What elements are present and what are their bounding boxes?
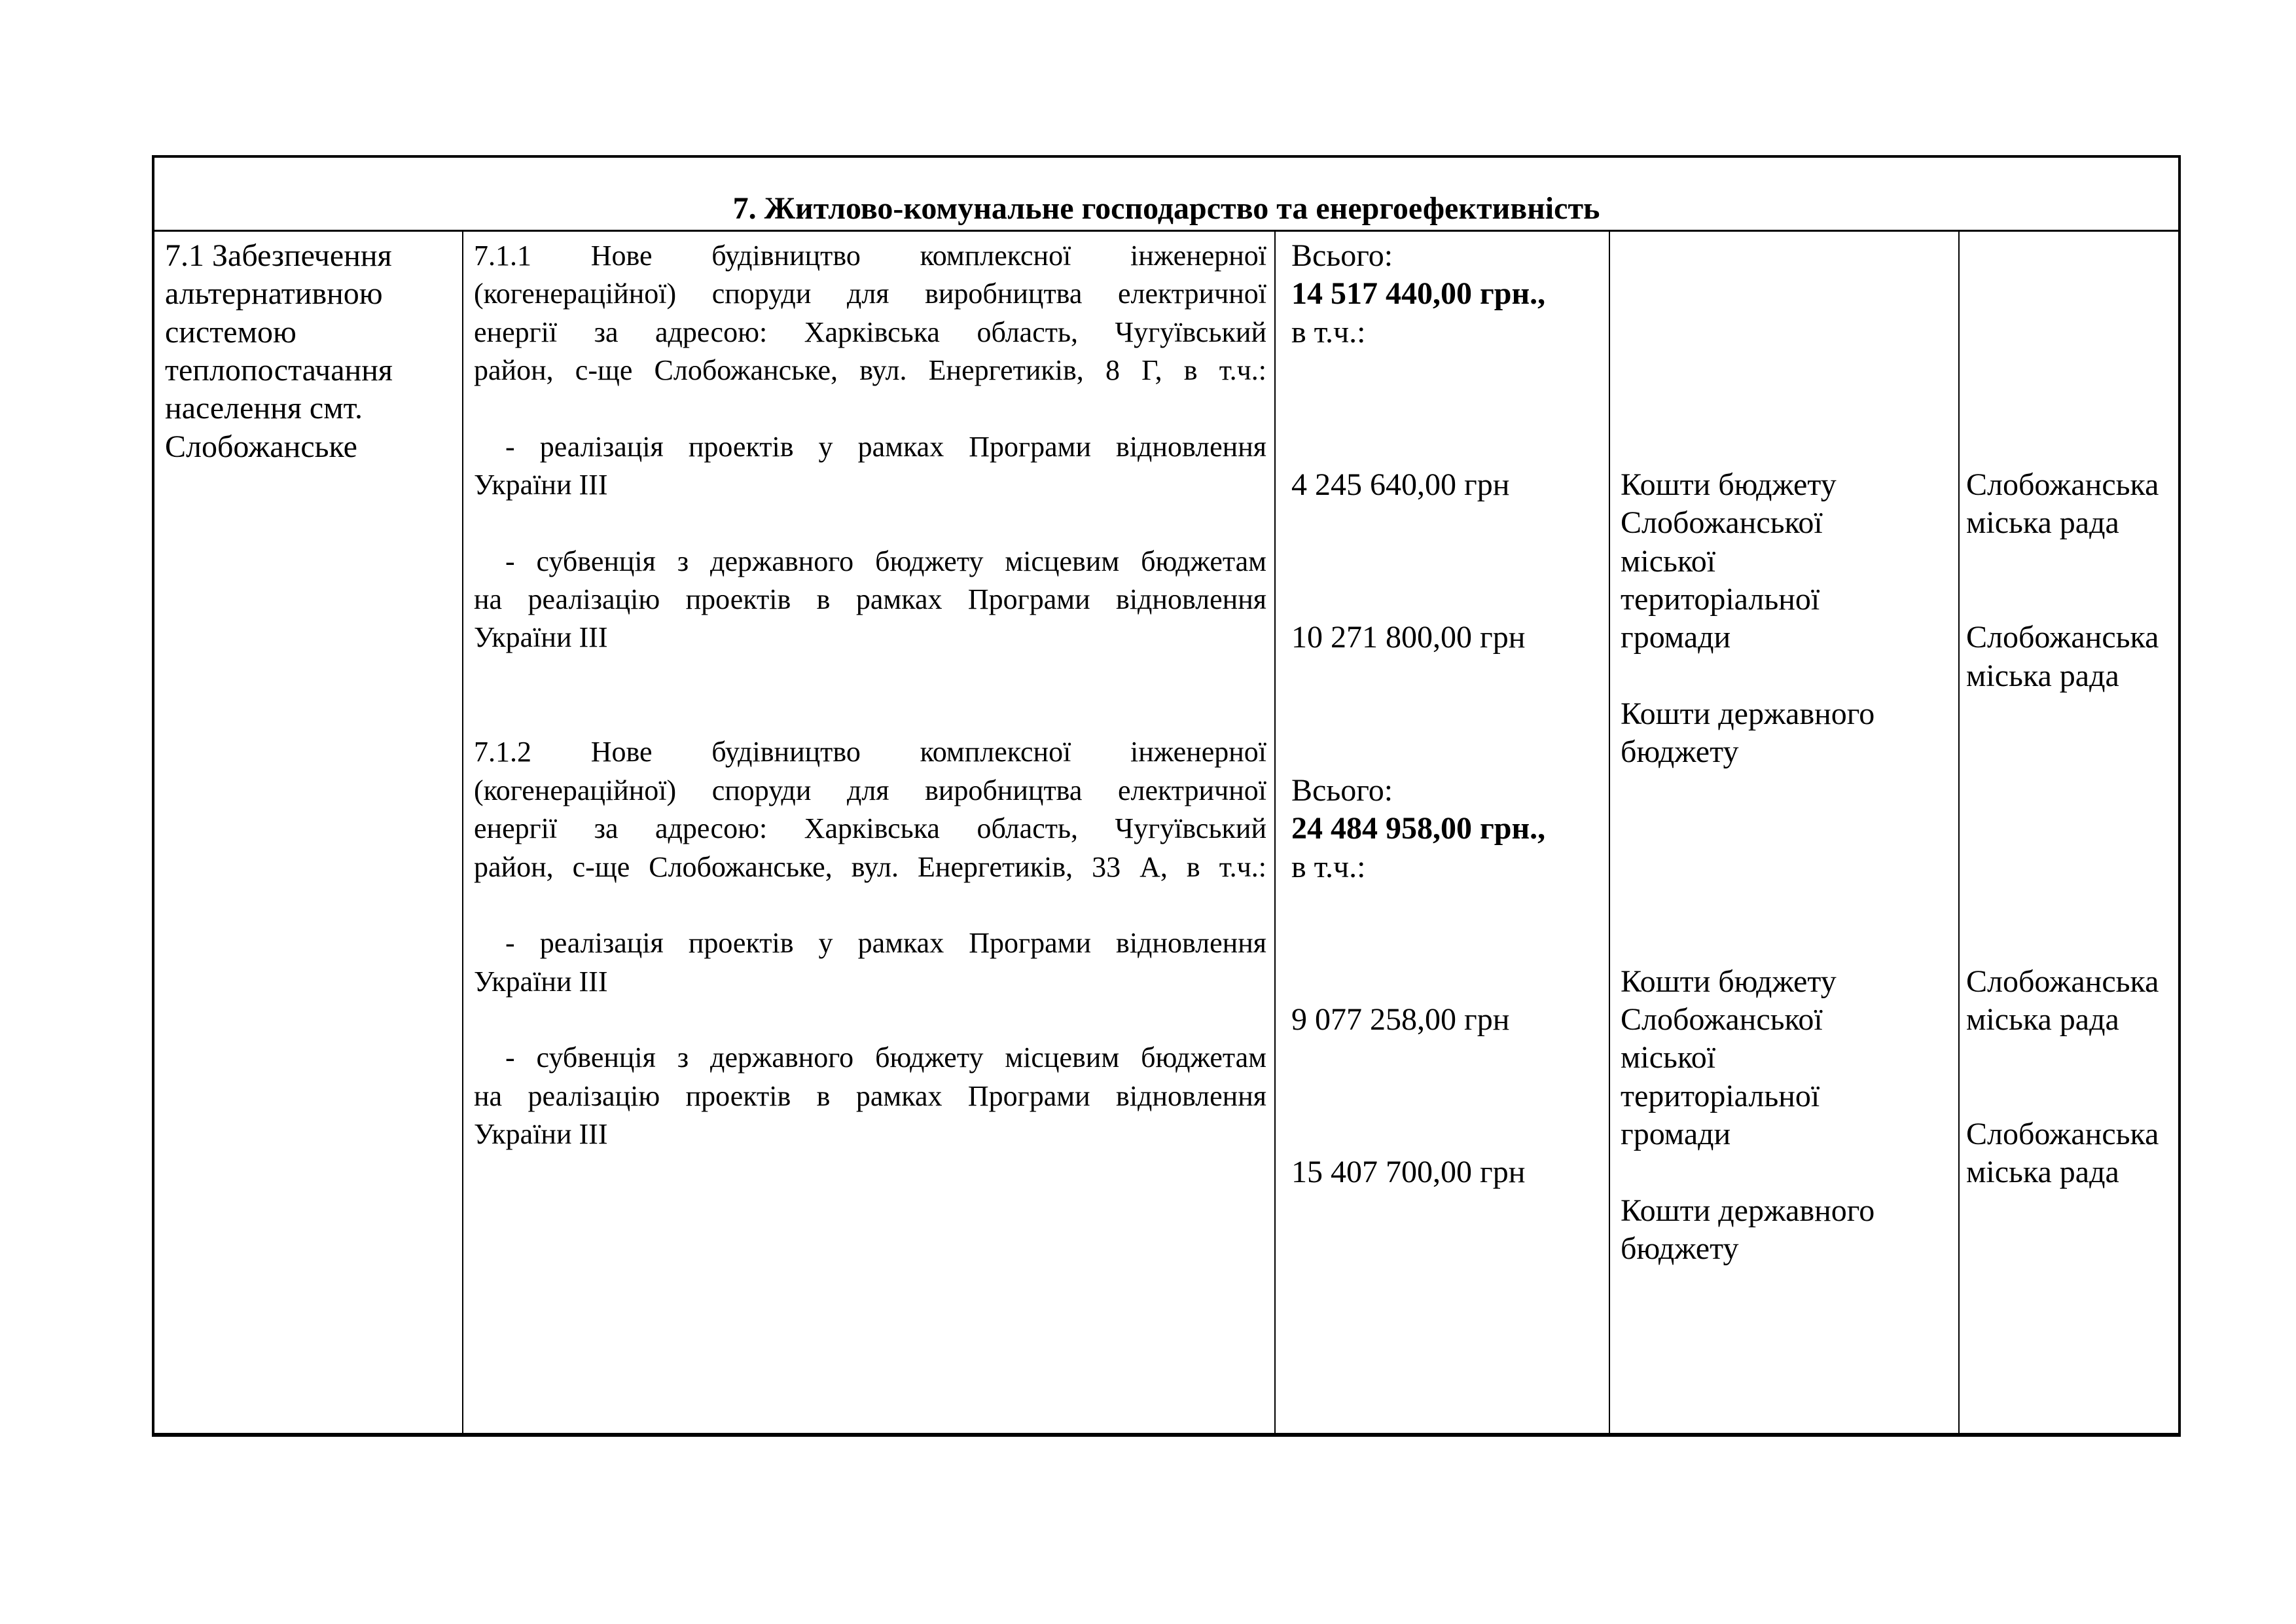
text-line: 7.1.1 Нове будівництво комплексної інженерної (474, 240, 1266, 272)
text-line (1966, 1039, 2176, 1077)
cell-executor (1960, 232, 2178, 1433)
text-line: Слобожанське (165, 429, 357, 464)
text-line: район, с-ще Слобожанське, вул. Енергетиків, 33 А, в т.ч.: (474, 850, 1266, 883)
text-line: 7.1.2 Нове будівництво комплексної інженерної (474, 736, 1266, 768)
total-amount: 24 484 958,00 грн., (1291, 811, 1546, 846)
amount-value: 9 077 258,00 грн (1291, 1001, 1510, 1037)
text-line: Слобожанська (1966, 1116, 2159, 1151)
text-line (1966, 772, 2176, 810)
text-line (1621, 924, 1948, 962)
text-line (1621, 275, 1948, 313)
text-line: Слобожанської (1621, 505, 1823, 541)
text-line: Слобожанська (1966, 620, 2159, 655)
text-line: Слобожанська (1966, 964, 2159, 999)
text-line (1966, 886, 2176, 924)
text-line: міська рада (1966, 505, 2119, 541)
text-line (1291, 504, 1604, 542)
program-table (152, 155, 2181, 1437)
text-line: (когенераційної) споруди для виробництва електричної (474, 774, 1266, 806)
text-line (1966, 581, 2176, 619)
text-line: район, с-ще Слобожанське, вул. Енергетиків, 8 Г, в т.ч.: (474, 354, 1266, 387)
text-line: - субвенція з державного бюджету місцевим бюджетам (505, 1041, 1266, 1074)
text-line (1966, 810, 2176, 848)
text-line: Всього: (1291, 238, 1393, 273)
text-line (474, 886, 1266, 924)
text-line (1621, 352, 1948, 389)
text-line (1291, 581, 1604, 619)
text-line: міської (1621, 543, 1716, 579)
text-line (1966, 389, 2176, 427)
amount-value: 15 407 700,00 грн (1291, 1155, 1526, 1190)
text-line (1621, 772, 1948, 810)
amount-value: 4 245 640,00 грн (1291, 467, 1510, 503)
text-line (1291, 1077, 1604, 1115)
text-line (1966, 848, 2176, 886)
cell-amounts (1276, 232, 1610, 1433)
text-line: громади (1621, 1116, 1731, 1151)
text-line (1966, 1077, 2176, 1115)
text-line (1966, 543, 2176, 581)
total-amount: 14 517 440,00 грн., (1291, 276, 1546, 312)
text-line: України ІІІ (474, 965, 608, 998)
text-line: територіальної (1621, 1078, 1820, 1113)
text-line: Кошти бюджету (1621, 467, 1837, 503)
text-line: в т.ч.: (1291, 849, 1366, 884)
amount-value: 10 271 800,00 грн (1291, 620, 1526, 655)
text-line: теплопостачання (165, 353, 393, 388)
text-line (1291, 963, 1604, 1001)
text-line: міської (1621, 1040, 1716, 1075)
text-line: Кошти державного (1621, 696, 1875, 732)
text-line (474, 389, 1266, 427)
text-line: територіальної (1621, 582, 1820, 617)
text-line: України ІІІ (474, 1117, 608, 1150)
text-line (1966, 352, 2176, 389)
table-body-row (154, 232, 2178, 1433)
text-line (1621, 314, 1948, 352)
text-line (474, 695, 1266, 733)
text-line: України ІІІ (474, 621, 608, 654)
text-line: на реалізацію проектів в рамках Програми відновлення (474, 1079, 1266, 1112)
text-line (474, 1001, 1266, 1039)
cell-measures (463, 232, 1276, 1433)
text-line: Всього: (1291, 772, 1393, 808)
text-line (1966, 237, 2176, 275)
text-line (1291, 1039, 1604, 1077)
text-line: Кошти державного (1621, 1193, 1875, 1228)
text-line: міська рада (1966, 658, 2119, 693)
text-line: енергії за адресою: Харківська область, Чугуївський (474, 812, 1266, 845)
text-line (1291, 886, 1604, 924)
text-line: населення смт. (165, 391, 363, 426)
section-title: 7. Житлово-комунальне господарство та енергоефективність (732, 191, 1600, 226)
text-line (1291, 733, 1604, 771)
section-title-row (154, 158, 2178, 232)
text-line: міська рада (1966, 1155, 2119, 1190)
text-line: - реалізація проектів у рамках Програми відновлення (505, 927, 1266, 960)
text-line (1291, 695, 1604, 733)
text-line: бюджету (1621, 1231, 1739, 1266)
text-line (1291, 389, 1604, 427)
text-line (1291, 543, 1604, 581)
text-line (1621, 848, 1948, 886)
text-line: системою (165, 314, 296, 350)
text-line (1966, 314, 2176, 352)
text-line: - субвенція з державного бюджету місцевим бюджетам (505, 545, 1266, 577)
text-line: енергії за адресою: Харківська область, Чугуївський (474, 316, 1266, 348)
text-line (1966, 428, 2176, 466)
text-line (1291, 1115, 1604, 1153)
text-line: бюджету (1621, 734, 1739, 770)
text-line: України ІІІ (474, 469, 608, 501)
text-line (1966, 275, 2176, 313)
text-line (1291, 428, 1604, 466)
text-line (1621, 1153, 1948, 1191)
text-line (474, 504, 1266, 542)
text-line: громади (1621, 620, 1731, 655)
text-line (1966, 695, 2176, 733)
text-line: Кошти бюджету (1621, 964, 1837, 999)
text-line (1621, 389, 1948, 427)
text-line (474, 657, 1266, 695)
text-line: на реалізацію проектів в рамках Програми відновлення (474, 583, 1266, 616)
text-line: в т.ч.: (1291, 314, 1366, 350)
cell-funding-source (1610, 232, 1960, 1433)
text-line (1291, 657, 1604, 695)
text-line (1621, 810, 1948, 848)
text-line: (когенераційної) споруди для виробництва електричної (474, 278, 1266, 310)
text-line: Слобожанської (1621, 1001, 1823, 1037)
text-line (1621, 428, 1948, 466)
text-line (1621, 657, 1948, 695)
text-line (1291, 352, 1604, 389)
cell-objective (154, 232, 463, 1433)
text-line (1966, 733, 2176, 771)
text-line: міська рада (1966, 1001, 2119, 1037)
text-line: альтернативною (165, 276, 383, 312)
text-line (1966, 924, 2176, 962)
text-line: - реалізація проектів у рамках Програми відновлення (505, 430, 1266, 463)
text-line (1621, 886, 1948, 924)
text-line (1621, 237, 1948, 275)
text-line: 7.1 Забезпечення (165, 238, 392, 273)
text-line: Слобожанська (1966, 467, 2159, 503)
text-line (1291, 924, 1604, 962)
